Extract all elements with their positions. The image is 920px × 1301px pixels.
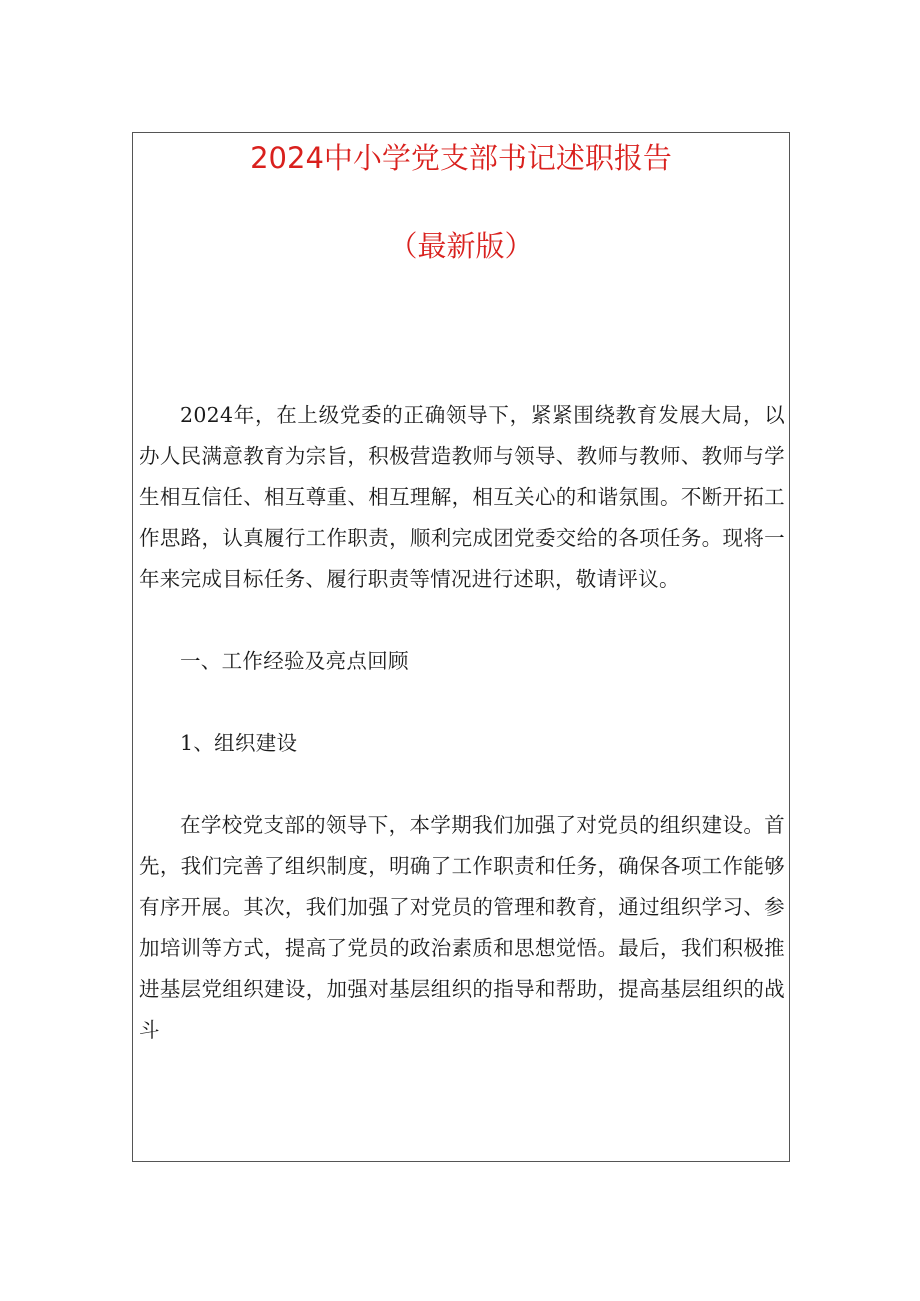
organization-paragraph: 在学校党支部的领导下，本学期我们加强了对党员的组织建设。首先，我们完善了组织制度，明确了工作职责和任务，确保各项工作能够有序开展。其次，我们加强了对党员的管理和教育，通过组织学习、参加培训等方式，提高了党员的政治素质和思想觉悟。最后，我们积极推进基层党组织建设，加强对基层组织的指导和帮助，提高基层组织的战斗 xyxy=(139,813,785,1042)
section-heading: 一、工作经验及亮点回顾 xyxy=(180,649,409,673)
subsection-heading: 1、组织建设 xyxy=(180,731,298,755)
document-subtitle: （最新版） xyxy=(388,229,534,263)
document-title: 2024中小学党支部书记述职报告 xyxy=(250,141,672,175)
document-body xyxy=(139,395,785,1051)
intro-paragraph: 2024年，在上级党委的正确领导下，紧紧围绕教育发展大局，以办人民满意教育为宗旨，积极营造教师与领导、教师与教师、教师与学生相互信任、相互尊重、相互理解，相互关心的和谐氛围。不断开拓工作思路，认真履行工作职责，顺利完成团党委交给的各项任务。现将一年来完成目标任务、履行职责等情况进行述职，敬请评议。 xyxy=(139,403,785,591)
document-page xyxy=(132,132,790,1162)
